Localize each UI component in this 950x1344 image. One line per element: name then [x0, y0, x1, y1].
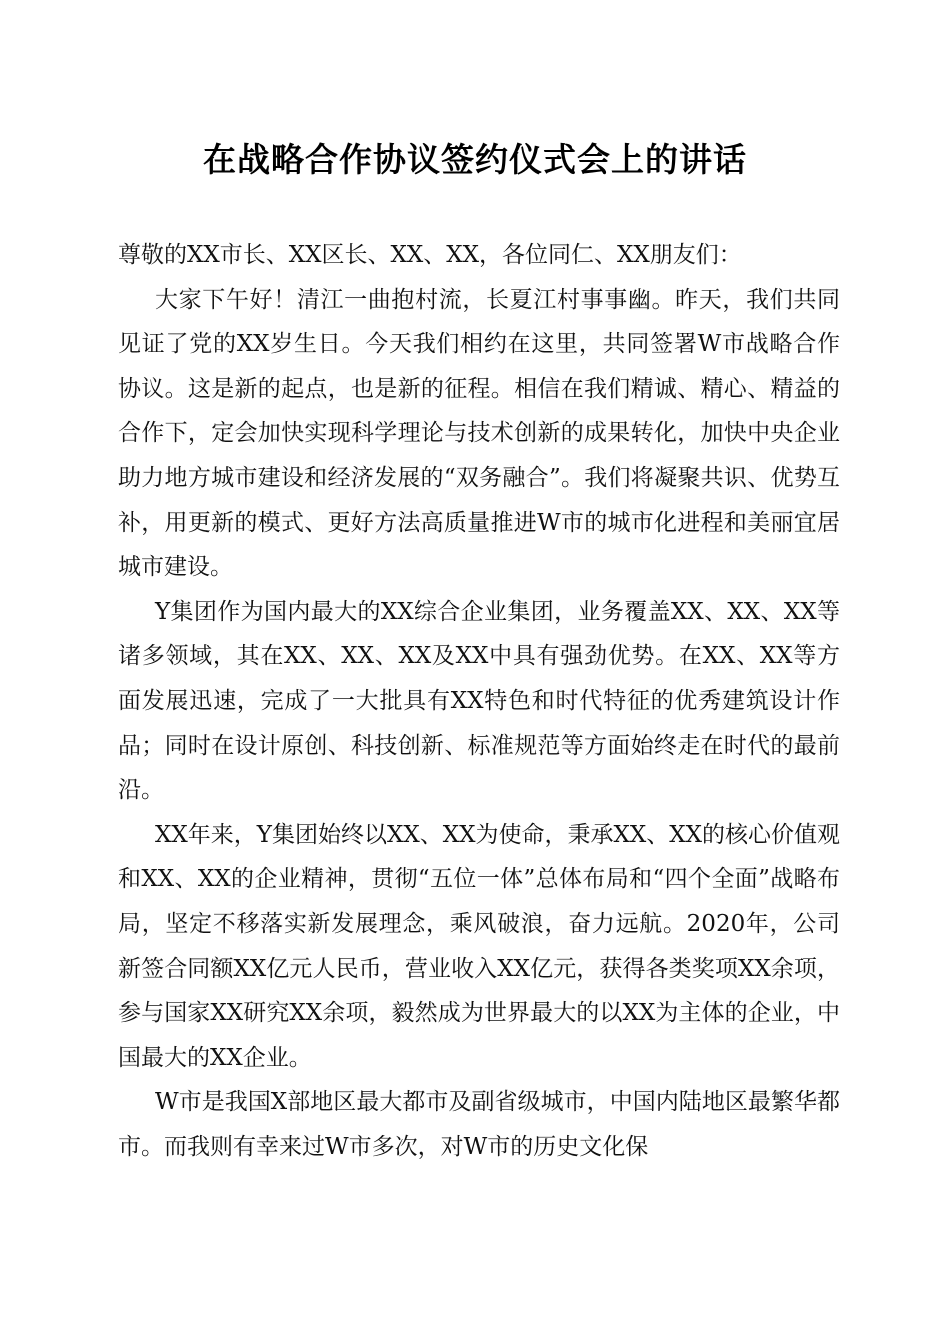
paragraph-greeting: 大家下午好！清江一曲抱村流，长夏江村事事幽。昨天，我们共同见证了党的XX岁生日。今天我们相约在这里，共同签署W市战略合作协议。这是新的起点，也是新的征程。相信在我们精诚、精心、精益的合作下，定会加快实现科学理论与技术创新的成果转化，加快中央企业助力地方城市建设和经济发展的“双务融合”。我们将凝聚共识、优势互补，用更新的模式、更好方法高质量推进W市的城市化进程和美丽宜居城市建设。: [118, 286, 840, 581]
paragraph-city-intro: W市是我国X部地区最大都市及副省级城市，中国内陆地区最繁华都市。而我则有幸来过W市多次，对W市的历史文化保: [118, 1089, 840, 1160]
document-title: 在战略合作协议签约仪式会上的讲话: [203, 140, 747, 179]
paragraph-group-achievements: XX年来，Y集团始终以XX、XX为使命，秉承XX、XX的核心价值观和XX、XX的企业精神，贯彻“五位一体”总体布局和“四个全面”战略布局，坚定不移落实新发展理念，乘风破浪，奋力远航。2020年，公司新签合同额XX亿元人民币，营业收入XX亿元，获得各类奖项XX余项，参与国家XX研究XX余项，毅然成为世界最大的以XX为主体的企业，中国最大的XX企业。: [118, 821, 840, 1071]
document-body: [118, 233, 840, 1169]
paragraph-group-intro: Y集团作为国内最大的XX综合企业集团，业务覆盖XX、XX、XX等诸多领域，其在XX、XX、XX及XX中具有强劲优势。在XX、XX等方面发展迅速，完成了一大批具有XX特色和时代特征的优秀建筑设计作品；同时在设计原创、科技创新、标准规范等方面始终走在时代的最前沿。: [118, 598, 840, 804]
salutation: 尊敬的XX市长、XX区长、XX、XX，各位同仁、XX朋友们：: [118, 242, 742, 268]
